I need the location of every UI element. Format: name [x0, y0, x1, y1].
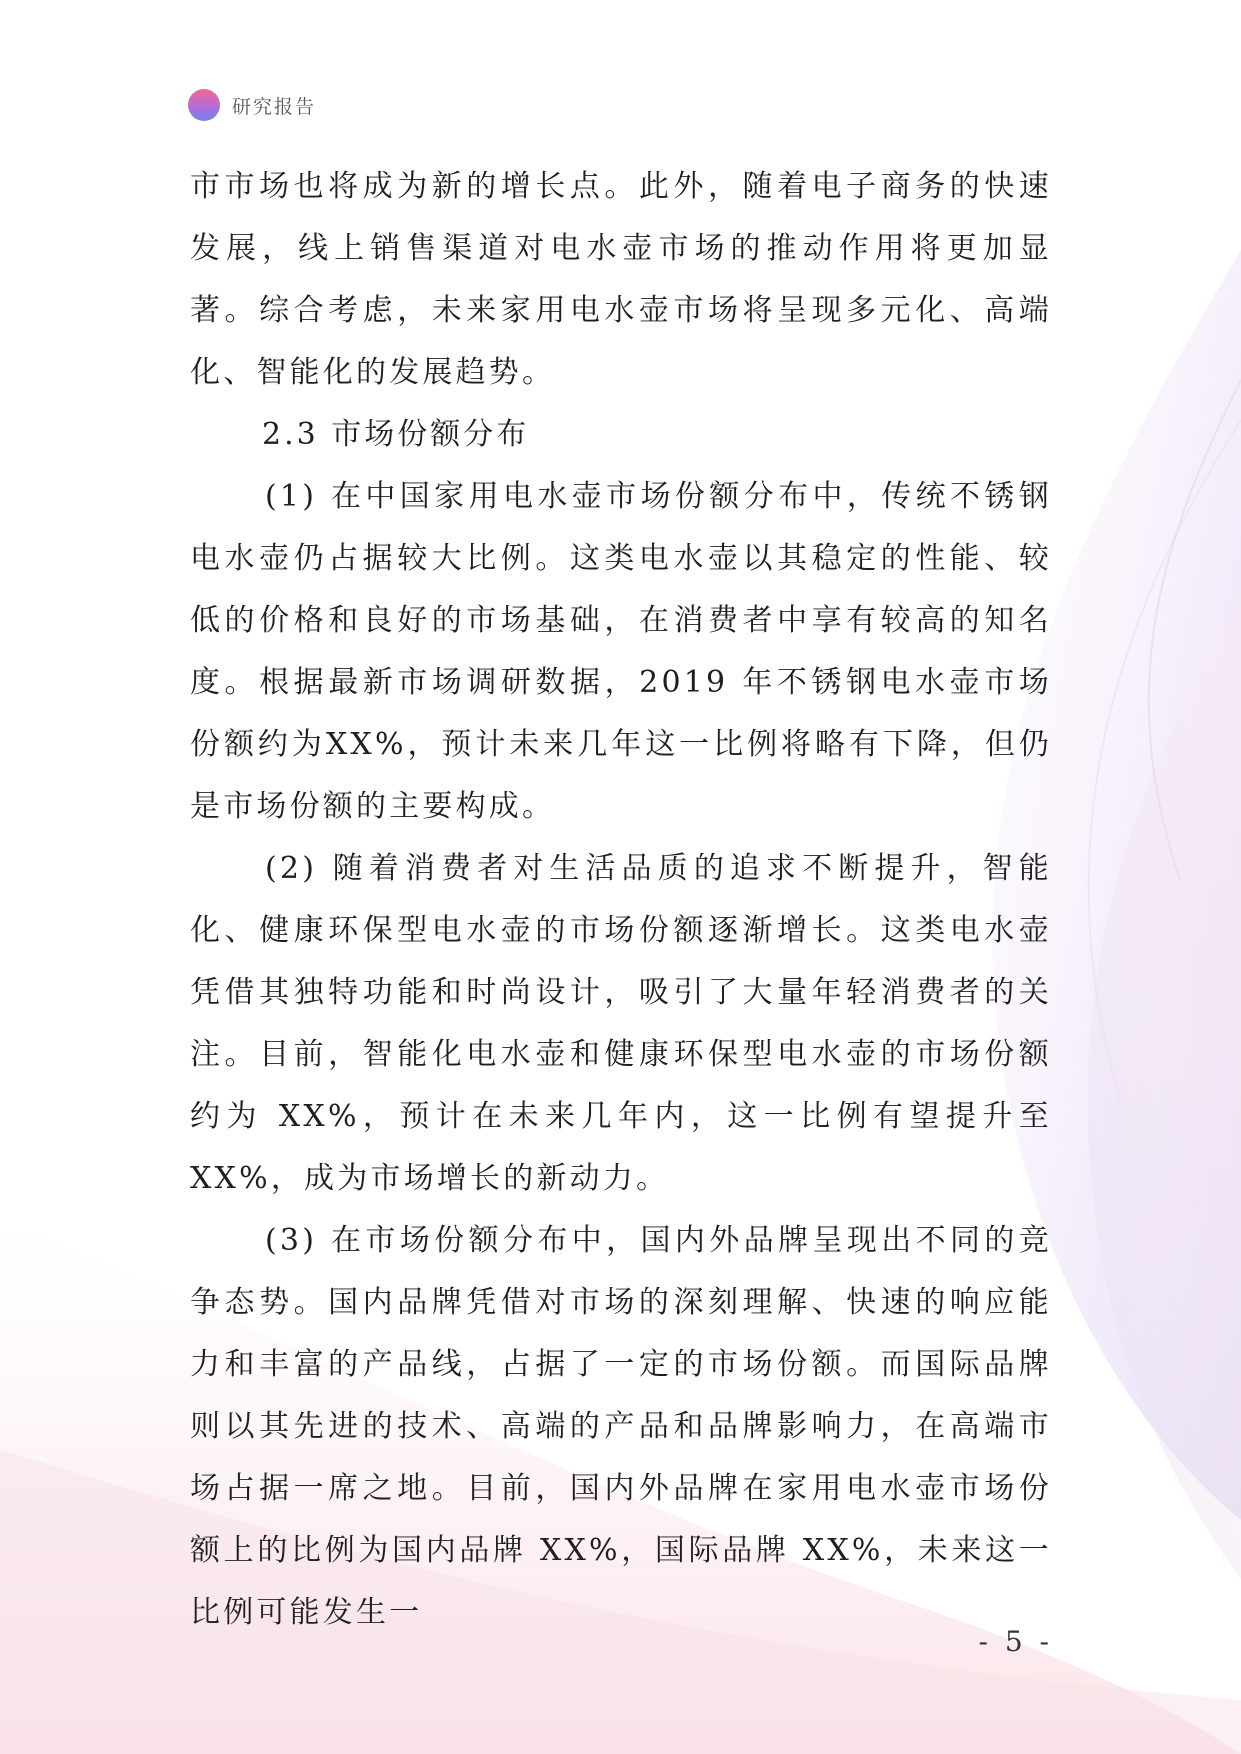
report-header — [188, 88, 316, 122]
paragraph-continued: 市市场也将成为新的增长点。此外，随着电子商务的快速发展，线上销售渠道对电水壶市场的推动作用将更加显著。综合考虑，未来家用电水壶市场将呈现多元化、高端化、智能化的发展趋势。 — [190, 169, 1052, 390]
document-body — [190, 156, 1052, 1644]
logo-circle-icon — [188, 89, 220, 121]
section-heading: 2.3 市场份额分布 — [262, 417, 530, 452]
header-title: 研究报告 — [232, 95, 317, 118]
paragraph-2: (2) 随着消费者对生活品质的追求不断提升，智能化、健康环保型电水壶的市场份额逐渐增长。这类电水壶凭借其独特功能和时尚设计，吸引了大量年轻消费者的关注。目前，智能化电水壶和健康环保型电水壶的市场份额约为 XX%，预计在未来几年内，这一比例有望提升至 XX%，成为市场增长的新动力。 — [190, 851, 1052, 1196]
paragraph-3: (3) 在市场份额分布中，国内外品牌呈现出不同的竞争态势。国内品牌凭借对市场的深刻理解、快速的响应能力和丰富的产品线，占据了一定的市场份额。而国际品牌则以其先进的技术、高端的产品和品牌影响力，在高端市场占据一席之地。目前，国内外品牌在家用电水壶市场份额上的比例为国内品牌 XX%，国际品牌 XX%，未来这一比例可能发生一 — [190, 1223, 1052, 1630]
page-number: - 5 - — [978, 1625, 1053, 1658]
paragraph-1: (1) 在中国家用电水壶市场份额分布中，传统不锈钢电水壶仍占据较大比例。这类电水壶以其稳定的性能、较低的价格和良好的市场基础，在消费者中享有较高的知名度。根据最新市场调研数据，2019 年不锈钢电水壶市场份额约为XX%，预计未来几年这一比例将略有下降，但仍是市场份额的主要构成。 — [190, 479, 1052, 824]
